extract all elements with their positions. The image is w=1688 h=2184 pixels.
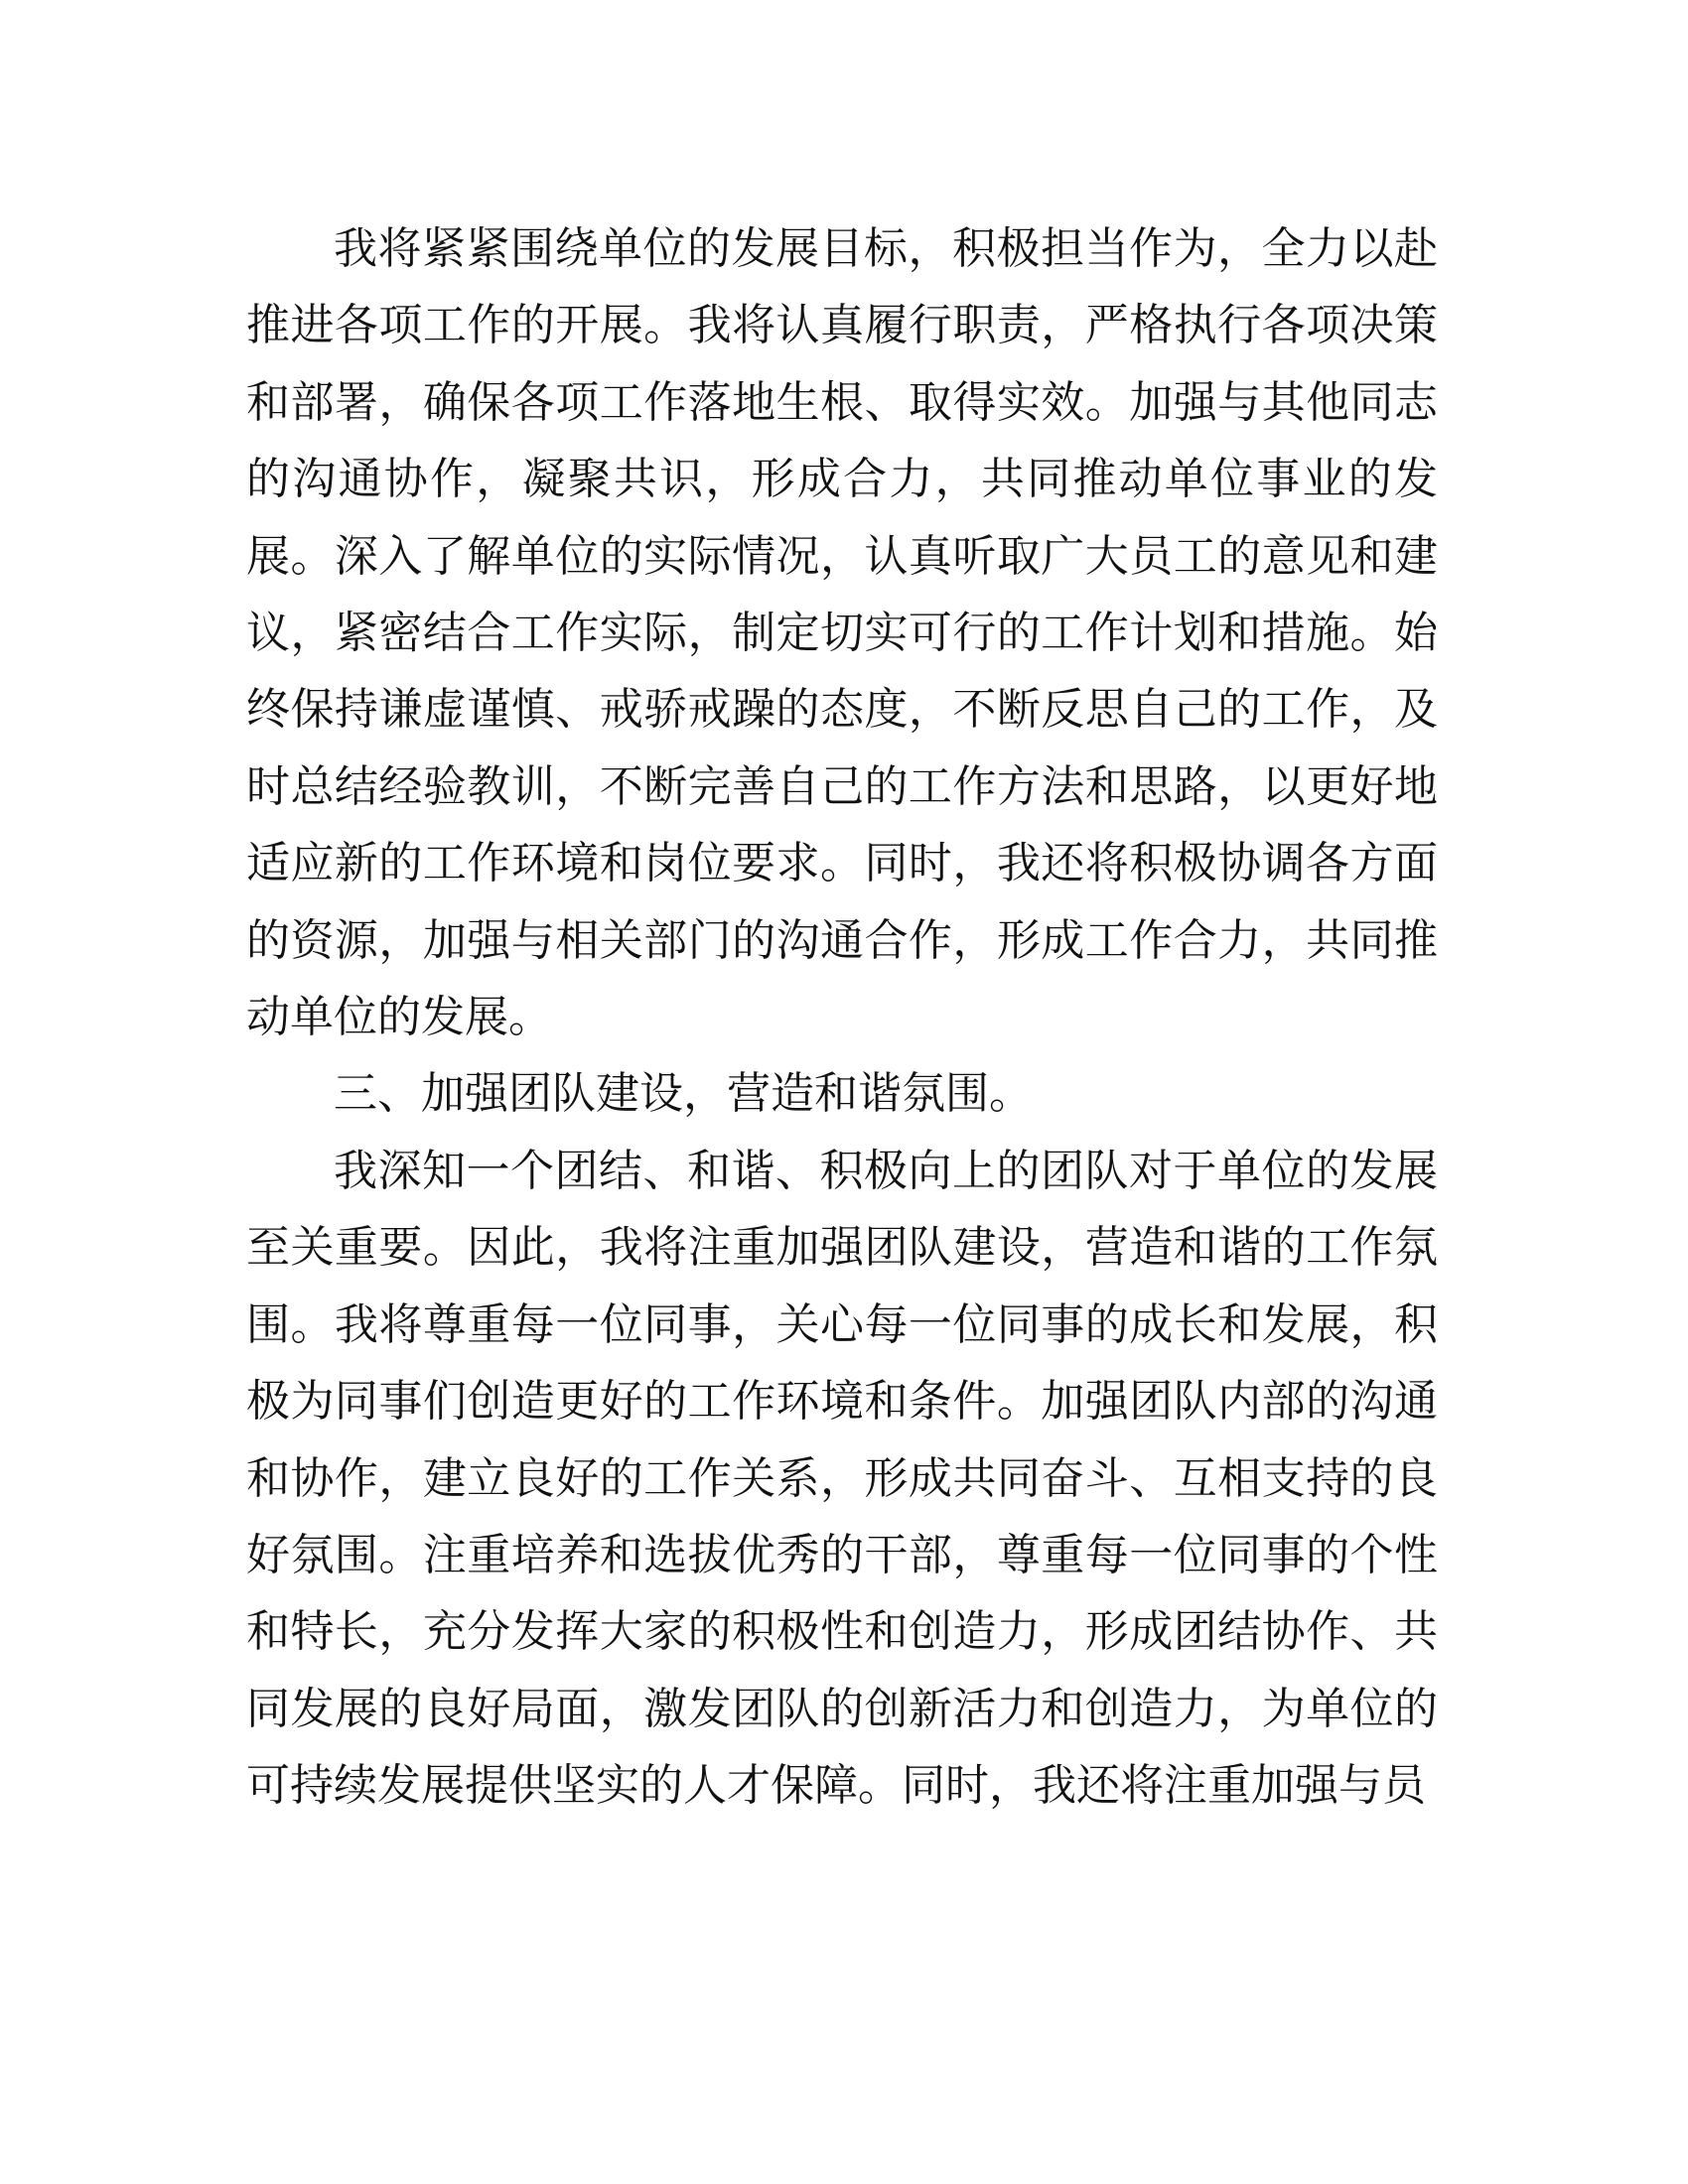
document-body — [246, 210, 1438, 1825]
paragraph-work-commitment: 我将紧紧围绕单位的发展目标，积极担当作为，全力以赴推进各项工作的开展。我将认真履行职责，严格执行各项决策和部署，确保各项工作落地生根、取得实效。加强与其他同志的沟通协作，凝聚共识，形成合力，共同推动单位事业的发展。深入了解单位的实际情况，认真听取广大员工的意见和建议，紧密结合工作实际，制定切实可行的工作计划和措施。始终保持谦虚谨慎、戒骄戒躁的态度，不断反思自己的工作，及时总结经验教训，不断完善自己的工作方法和思路，以更好地适应新的工作环境和岗位要求。同时，我还将积极协调各方面的资源，加强与相关部门的沟通合作，形成工作合力，共同推动单位的发展。 — [246, 223, 1438, 1043]
paragraph-team-building: 我深知一个团结、和谐、积极向上的团队对于单位的发展至关重要。因此，我将注重加强团队建设，营造和谐的工作氛围。我将尊重每一位同事，关心每一位同事的成长和发展，积极为同事们创造更好的工作环境和条件。加强团队内部的沟通和协作，建立良好的工作关系，形成共同奋斗、互相支持的良好氛围。注重培养和选拔优秀的干部，尊重每一位同事的个性和特长，充分发挥大家的积极性和创造力，形成团结协作、共同发展的良好局面，激发团队的创新活力和创造力，为单位的可持续发展提供坚实的人才保障。同时，我还将注重加强与员 — [246, 1145, 1438, 1812]
section-heading-team-building: 三、加强团队建设，营造和谐氛围。 — [334, 1068, 1033, 1120]
